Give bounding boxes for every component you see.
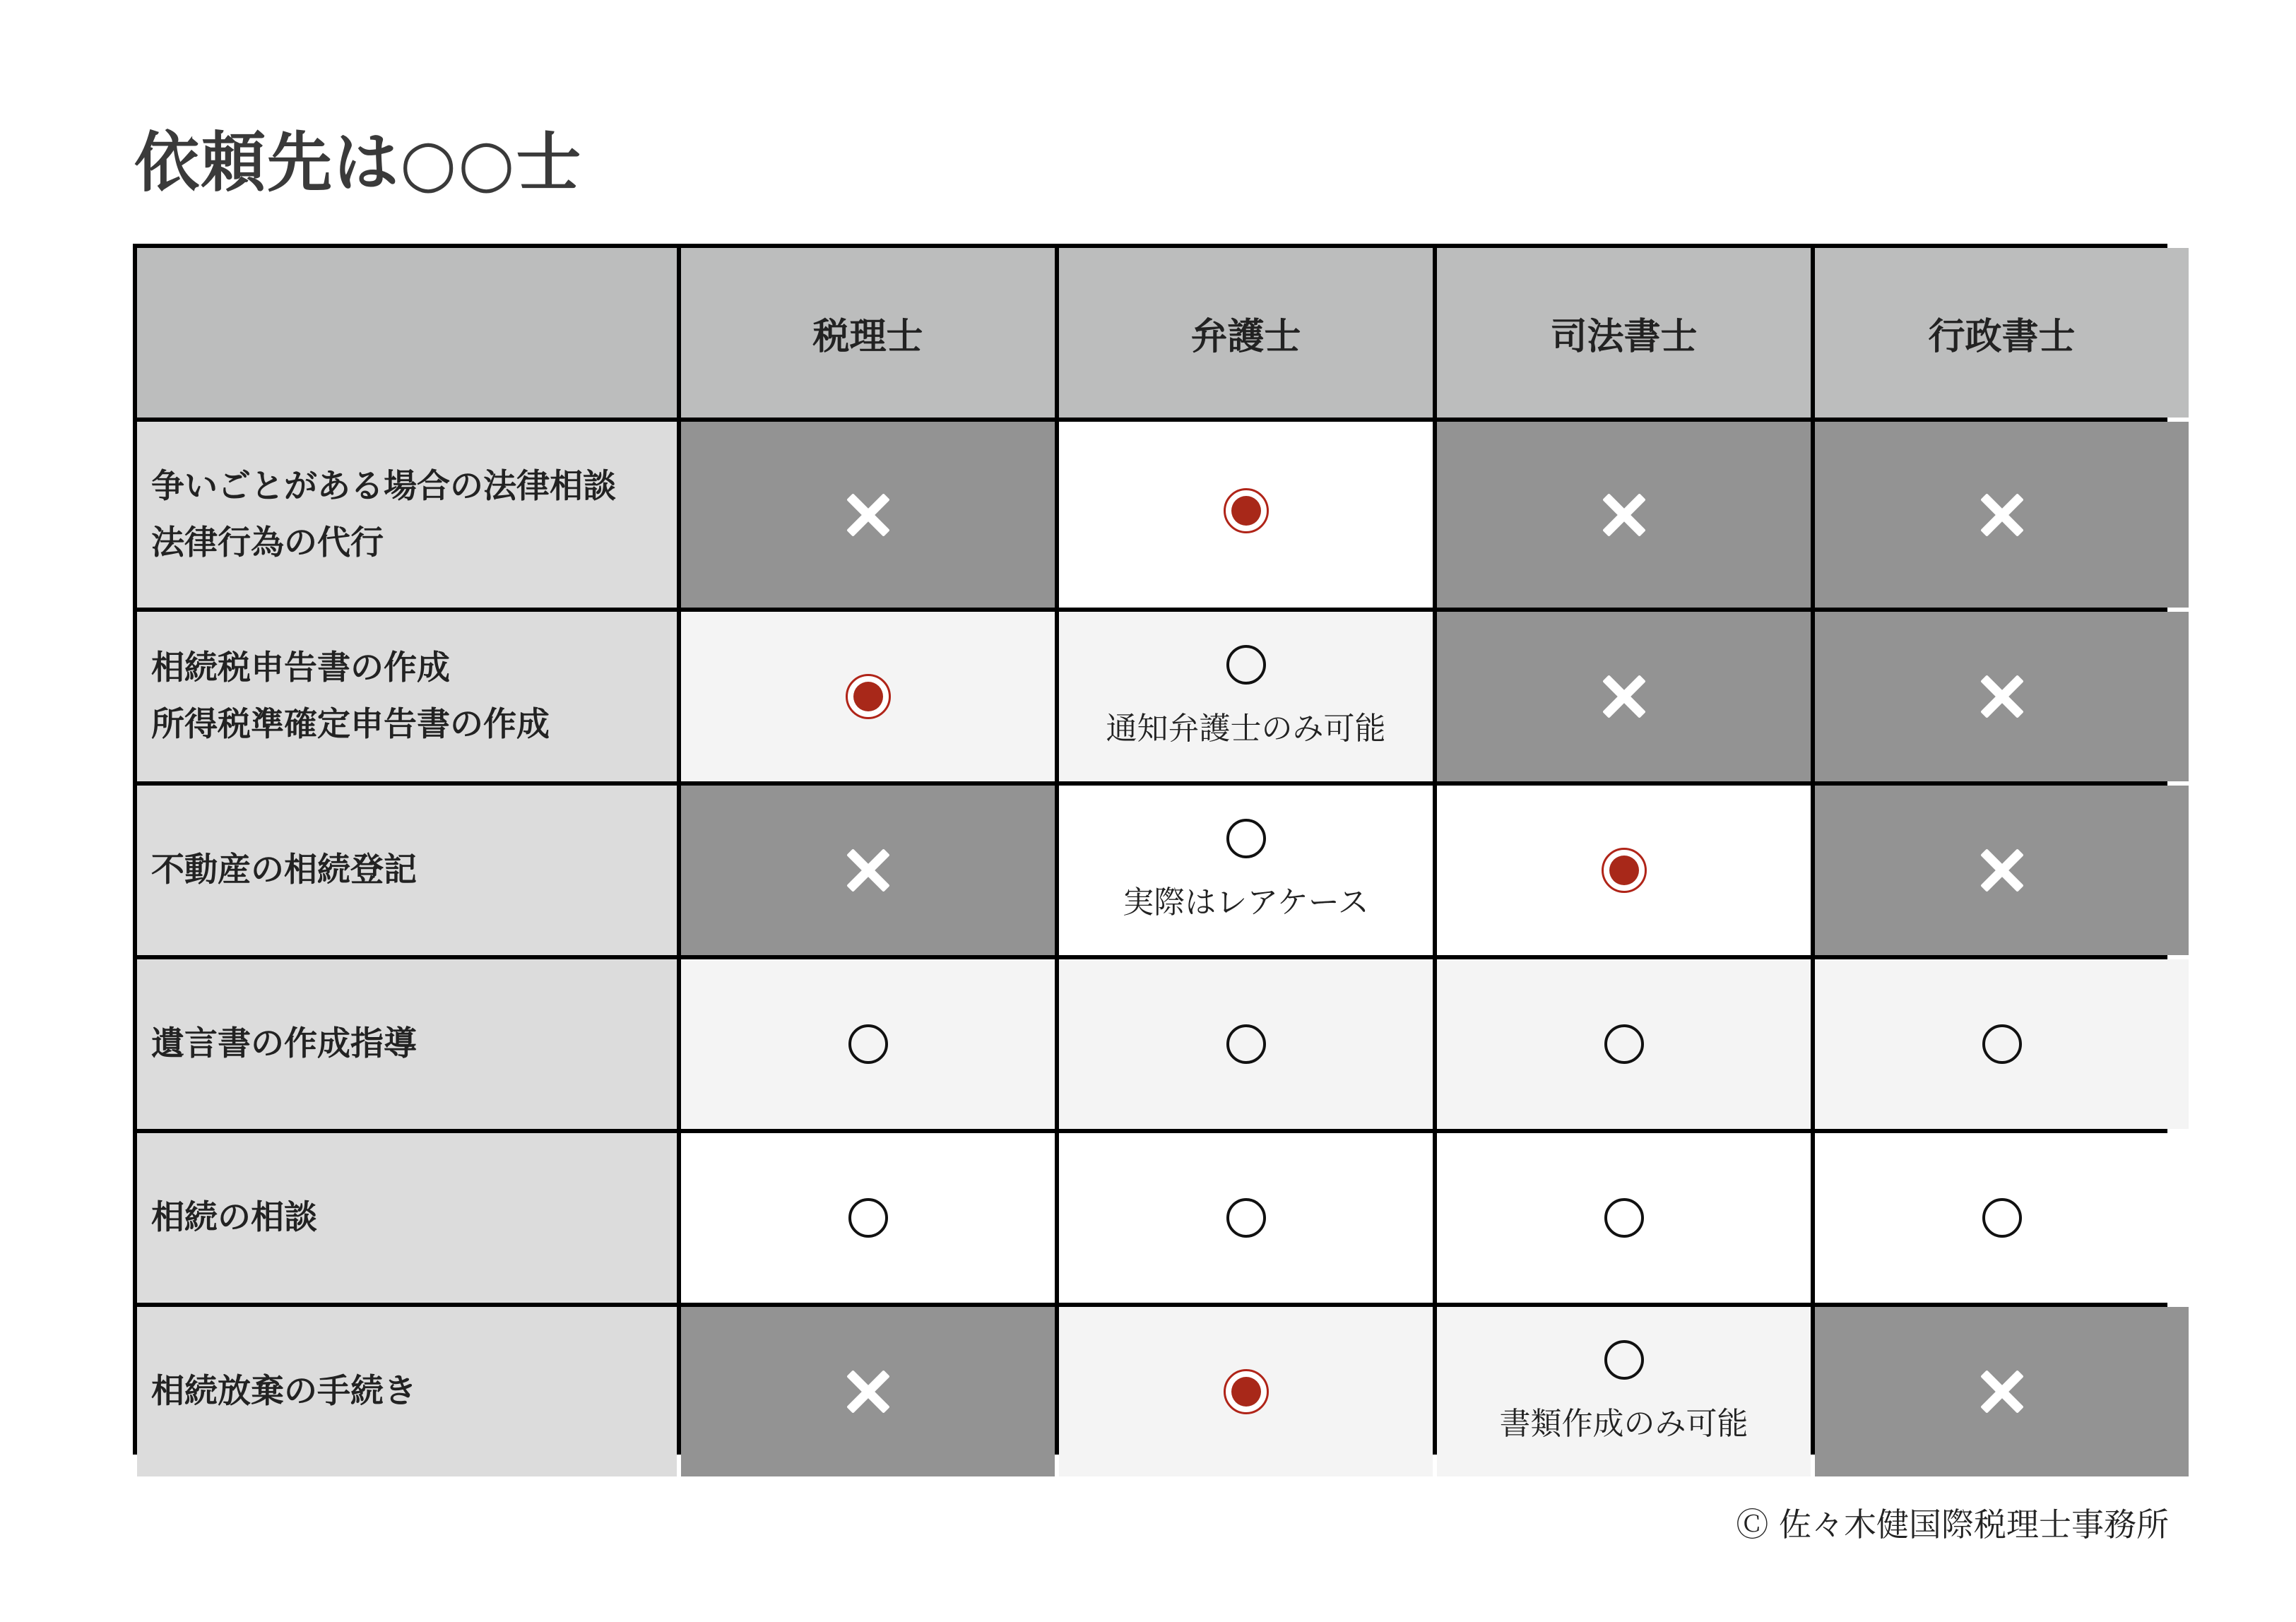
table-cell: [1437, 786, 1811, 955]
cell-note: 通知弁護士のみ可能: [1106, 711, 1386, 747]
circle-icon: [1604, 1024, 1644, 1064]
row-label-line: 争いごとがある場合の法律相談: [151, 466, 616, 506]
table-cell: [1059, 1307, 1433, 1476]
table-cell: [1437, 612, 1811, 781]
circle-icon: [848, 1198, 888, 1238]
row-label-line: 法律行為の代行: [151, 523, 384, 562]
cross-icon: [1602, 674, 1647, 719]
cross-icon: [1980, 1369, 2025, 1414]
cross-icon: [1980, 848, 2025, 893]
cross-icon: [846, 492, 891, 538]
cell-note: 書類作成のみ可能: [1499, 1406, 1748, 1442]
row-label-inheritance-consultation: [137, 1133, 677, 1303]
row-label-renunciation: [137, 1307, 677, 1476]
row-label-legal-consultation: [137, 422, 677, 608]
circle-icon: [1226, 1198, 1266, 1238]
header-zeirishi: 税理士: [681, 248, 1055, 418]
table-cell: [1815, 1133, 2189, 1303]
comparison-table: [133, 244, 2167, 1455]
table-corner-cell: [137, 248, 677, 418]
table-cell: [1437, 1133, 1811, 1303]
row-label-line: 相続税申告書の作成: [151, 649, 450, 687]
circle-icon: [1226, 645, 1266, 685]
table-cell: [1815, 612, 2189, 781]
circle-icon: [848, 1024, 888, 1064]
table-cell: [1059, 786, 1433, 955]
cross-icon: [1602, 492, 1647, 538]
row-label-line: 遺言書の作成指導: [151, 1024, 417, 1063]
circle-icon: [1604, 1340, 1644, 1380]
cross-icon: [1980, 674, 2025, 719]
table-cell: [681, 959, 1055, 1129]
row-label-will-guidance: [137, 959, 677, 1129]
row-label-tax-returns: [137, 612, 677, 781]
circle-icon: [1226, 819, 1266, 858]
header-bengoshi: 弁護士: [1059, 248, 1433, 418]
double-circle-icon: [1224, 1369, 1269, 1414]
header-shihoshoshi: 司法書士: [1437, 248, 1811, 418]
table-cell: [681, 1307, 1055, 1476]
cell-note: 実際はレアケース: [1123, 884, 1369, 920]
page-title: 依頼先は○○士: [134, 125, 583, 201]
row-label-line: 相続の相談: [151, 1198, 317, 1237]
row-label-line: 不動産の相続登記: [151, 851, 417, 889]
double-circle-icon: [1224, 488, 1269, 533]
table-cell: [1059, 959, 1433, 1129]
table-cell: [1437, 1307, 1811, 1476]
table-cell: [681, 422, 1055, 608]
table-cell: [681, 1133, 1055, 1303]
copyright-notice: Ⓒ 佐々木健国際税理士事務所: [1736, 1505, 2169, 1544]
table-cell: [1815, 1307, 2189, 1476]
table-cell: [1815, 959, 2189, 1129]
table-cell: [1815, 786, 2189, 955]
row-label-line: 相続放棄の手続き: [151, 1372, 417, 1411]
table-cell: [681, 786, 1055, 955]
cross-icon: [846, 848, 891, 893]
cross-icon: [846, 1369, 891, 1414]
row-label-line: 所得税準確定申告書の作成: [151, 705, 550, 744]
circle-icon: [1982, 1198, 2022, 1238]
table-cell: [1059, 422, 1433, 608]
circle-icon: [1226, 1024, 1266, 1064]
table-cell: [1437, 959, 1811, 1129]
row-label-real-estate-registration: [137, 786, 677, 955]
double-circle-icon: [1602, 848, 1647, 893]
circle-icon: [1604, 1198, 1644, 1238]
table-cell: [1059, 1133, 1433, 1303]
cross-icon: [1980, 492, 2025, 538]
table-cell: [681, 612, 1055, 781]
circle-icon: [1982, 1024, 2022, 1064]
table-cell: [1059, 612, 1433, 781]
table-cell: [1815, 422, 2189, 608]
header-gyoseishoshi: 行政書士: [1815, 248, 2189, 418]
double-circle-icon: [846, 674, 891, 719]
table-cell: [1437, 422, 1811, 608]
